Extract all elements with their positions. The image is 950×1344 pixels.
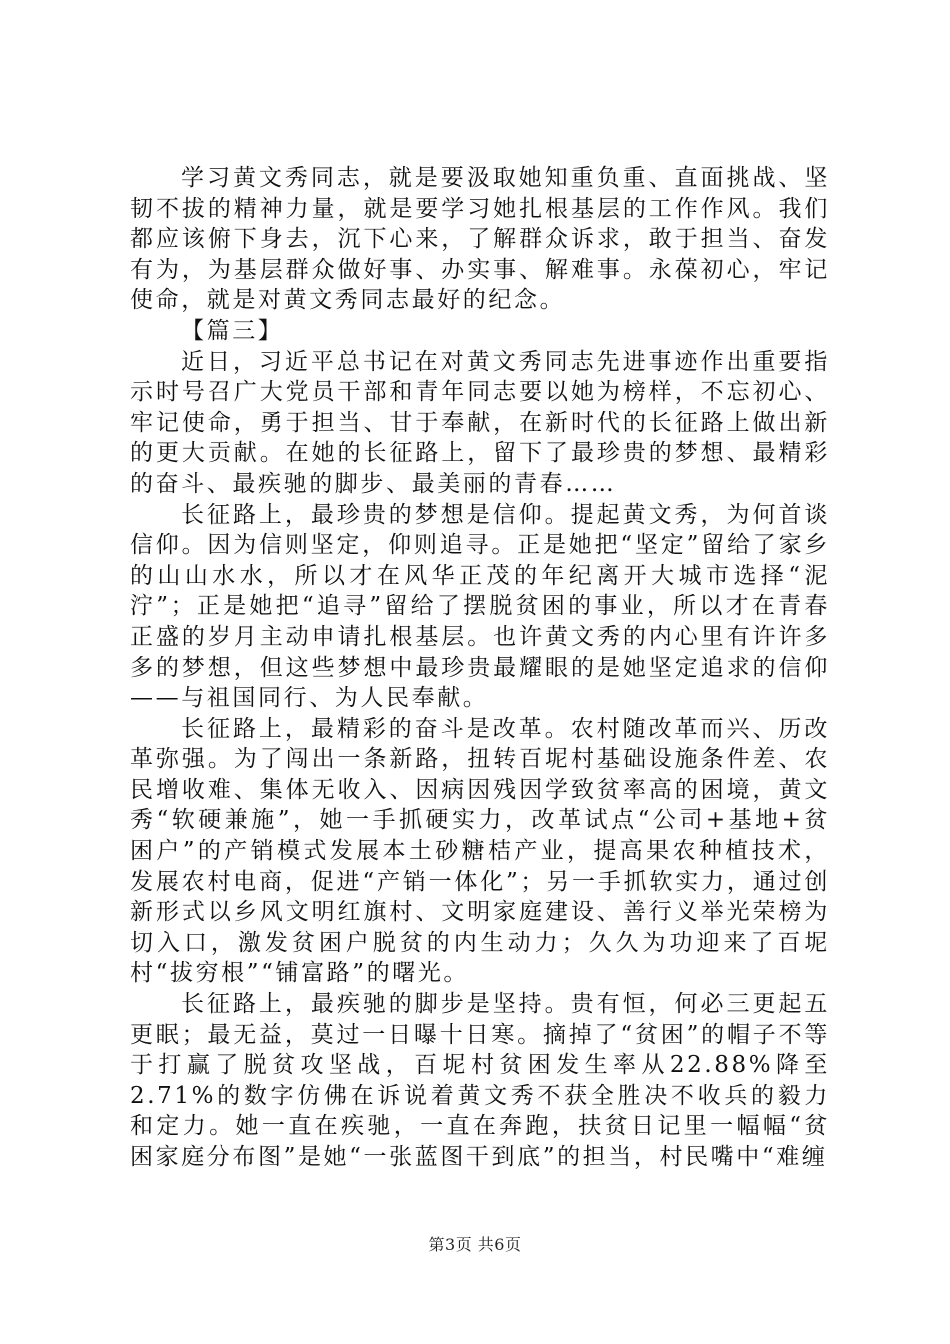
paragraph-dream-belief: 长征路上，最珍贵的梦想是信仰。提起黄文秀，为何首谈信仰。因为信则坚定，仰则追寻。正是她把“坚定”留给了家乡的山山水水，所以才在风华正茂的年纪离开大城市选择“泥泞”；正是她把“追寻”留给了摆脱贫困的事业，所以才在青春正盛的岁月主动申请扎根基层。也许黄文秀的内心里有许许多多的梦想，但这些梦想中最珍贵最耀眼的是她坚定追求的信仰——与祖国同行、为人民奉献。 [130,501,830,712]
section-heading: 【篇三】 [181,317,284,344]
paragraph-study-spirit: 学习黄文秀同志，就是要汲取她知重负重、直面挑战、坚韧不拔的精神力量，就是要学习她扎根基层的工作作风。我们都应该俯下身去，沉下心来，了解群众诉求，敢于担当、奋发有为，为基层群众做好事、办实事、解难事。永葆初心，牢记使命，就是对黄文秀同志最好的纪念。 [130,165,830,314]
document-body [130,163,830,1173]
paragraph-steps-persistence: 长征路上，最疾驰的脚步是坚持。贵有恒，何必三更起五更眠；最无益，莫过一日曝十日寒。摘掉了“贫困”的帽子不等于打赢了脱贫攻坚战，百坭村贫困发生率从22.88%降至2.71%的数字仿佛在诉说着黄文秀不获全胜决不收兵的毅力和定力。她一直在疾驰，一直在奔跑，扶贫日记里一幅幅“贫困家庭分布图”是她“一张蓝图干到底”的担当，村民嘴中“难缠 [130,991,830,1170]
paragraph-struggle-reform: 长征路上，最精彩的奋斗是改革。农村随改革而兴、历改革弥强。为了闯出一条新路，扭转百坭村基础设施条件差、农民增收难、集体无收入、因病因残因学致贫率高的困境，黄文秀“软硬兼施”，她一手抓硬实力，改革试点“公司+基地+贫困户”的产销模式发展本土砂糖桔产业，提高果农种植技术，发展农村电商，促进“产销一体化”；另一手抓软实力，通过创新形式以乡风文明红旗村、文明家庭建设、善行义举光荣榜为切入口，激发贫困户脱贫的内生动力；久久为功迎来了百坭村“拔穷根”“铺富路”的曙光。 [130,715,830,987]
page-number: 第3页 共6页 [428,1235,522,1254]
paragraph-intro: 近日，习近平总书记在对黄文秀同志先进事迹作出重要指示时号召广大党员干部和青年同志要以她为榜样，不忘初心、牢记使命，勇于担当、甘于奉献，在新时代的长征路上做出新的更大贡献。在她的长征路上，留下了最珍贵的梦想、最精彩的奋斗、最疾驰的脚步、最美丽的青春…… [130,348,830,497]
